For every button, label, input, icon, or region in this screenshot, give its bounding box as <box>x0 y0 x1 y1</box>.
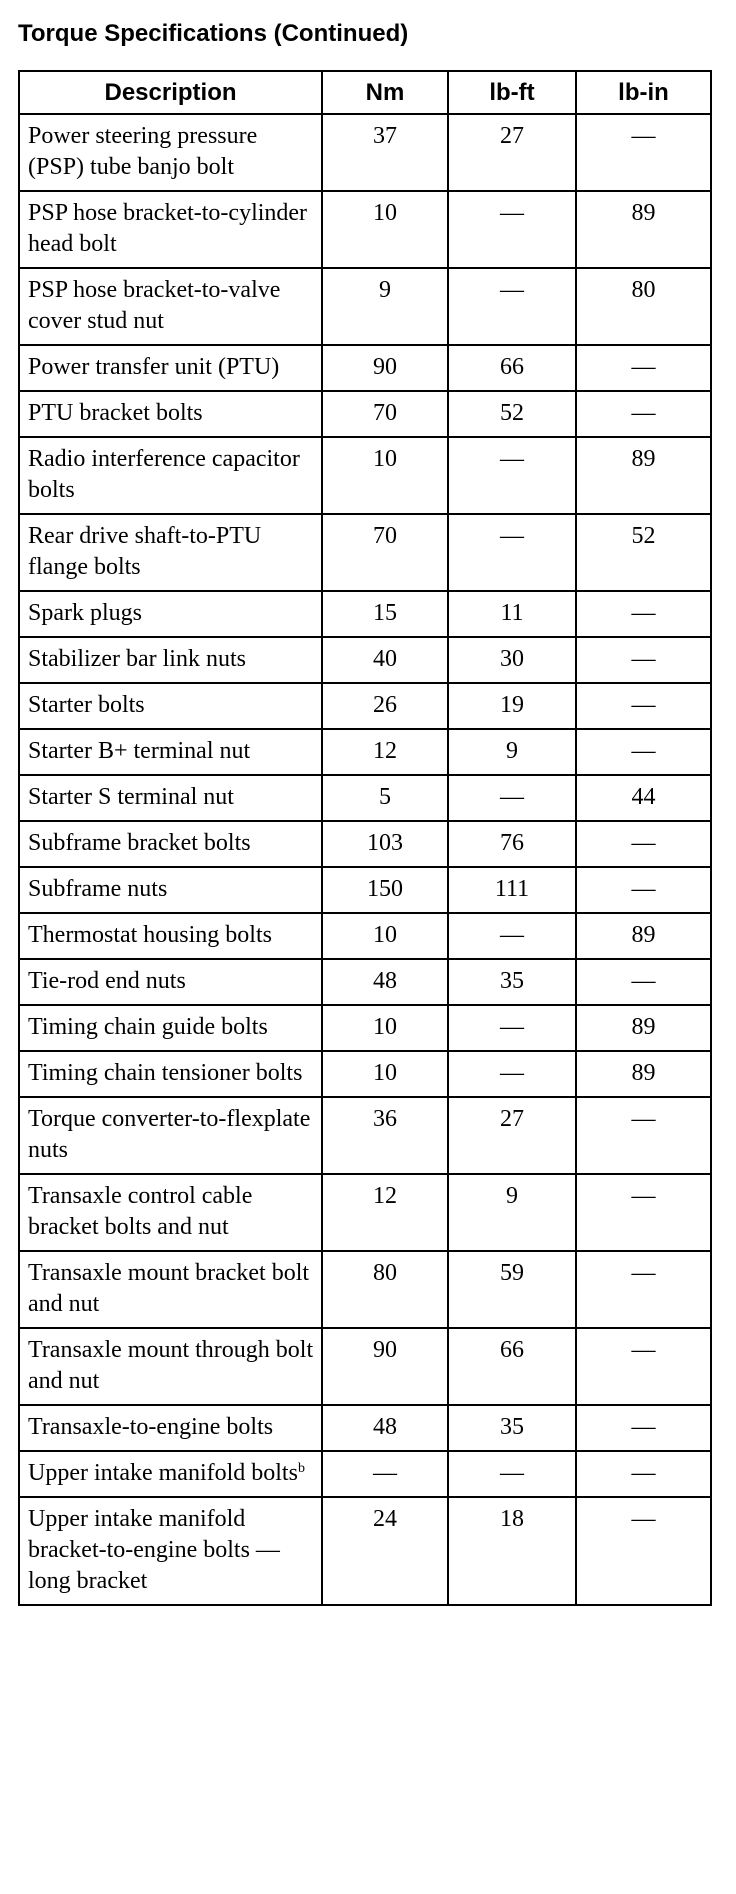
description-text: Starter bolts <box>28 692 145 718</box>
value-lbin: 80 <box>576 268 711 345</box>
value-lbin: — <box>576 867 711 913</box>
header-nm: Nm <box>322 71 448 114</box>
row-description <box>19 1174 322 1251</box>
table-row <box>19 1174 711 1251</box>
value-nm: 48 <box>322 1405 448 1451</box>
value-lbft: 18 <box>448 1497 576 1605</box>
value-nm: 12 <box>322 729 448 775</box>
row-description <box>19 1097 322 1174</box>
value-lbin: — <box>576 1497 711 1605</box>
value-nm: 40 <box>322 637 448 683</box>
value-nm: 37 <box>322 114 448 191</box>
value-lbin: 89 <box>576 913 711 959</box>
table-row <box>19 1097 711 1174</box>
row-description <box>19 1451 322 1497</box>
row-description <box>19 591 322 637</box>
description-text: Starter S terminal nut <box>28 784 234 810</box>
value-lbft: 76 <box>448 821 576 867</box>
value-nm: 12 <box>322 1174 448 1251</box>
description-text: Power transfer unit (PTU) <box>28 354 280 380</box>
description-text: Rear drive shaft-to-PTU flange bolts <box>28 523 262 580</box>
table-row <box>19 391 711 437</box>
row-description <box>19 1328 322 1405</box>
value-lbin: — <box>576 1251 711 1328</box>
table-row <box>19 1251 711 1328</box>
value-lbft: 27 <box>448 1097 576 1174</box>
row-description <box>19 1251 322 1328</box>
row-description <box>19 114 322 191</box>
value-nm: 5 <box>322 775 448 821</box>
value-lbft: — <box>448 514 576 591</box>
description-text: Subframe nuts <box>28 876 168 902</box>
value-lbft: 66 <box>448 345 576 391</box>
value-nm: 90 <box>322 1328 448 1405</box>
value-nm: 80 <box>322 1251 448 1328</box>
value-nm: 103 <box>322 821 448 867</box>
description-text: Transaxle mount through bolt and nut <box>28 1337 314 1394</box>
value-nm: 15 <box>322 591 448 637</box>
value-lbft: 52 <box>448 391 576 437</box>
table-body <box>19 114 711 1605</box>
table-row <box>19 1497 711 1605</box>
value-lbft: — <box>448 1051 576 1097</box>
value-nm: 10 <box>322 191 448 268</box>
value-lbin: — <box>576 683 711 729</box>
description-text: Subframe bracket bolts <box>28 830 251 856</box>
value-lbft: 19 <box>448 683 576 729</box>
header-lbft: lb-ft <box>448 71 576 114</box>
value-nm: 150 <box>322 867 448 913</box>
value-nm: 36 <box>322 1097 448 1174</box>
value-nm: 70 <box>322 391 448 437</box>
value-lbft: 59 <box>448 1251 576 1328</box>
page-title: Torque Specifications (Continued) <box>18 20 409 47</box>
table-row <box>19 345 711 391</box>
value-lbin: 89 <box>576 1051 711 1097</box>
value-lbin: 89 <box>576 437 711 514</box>
value-lbft: 35 <box>448 959 576 1005</box>
description-text: Upper intake manifold bolts <box>28 1460 298 1486</box>
table-row <box>19 729 711 775</box>
row-description <box>19 729 322 775</box>
value-lbin: — <box>576 1405 711 1451</box>
value-lbin: — <box>576 114 711 191</box>
table-row <box>19 514 711 591</box>
value-lbin: 44 <box>576 775 711 821</box>
table-row <box>19 637 711 683</box>
description-text: Tie-rod end nuts <box>28 968 186 994</box>
row-description <box>19 959 322 1005</box>
value-lbin: — <box>576 821 711 867</box>
description-text: Torque converter-to-flexplate nuts <box>28 1106 311 1163</box>
value-lbft: 66 <box>448 1328 576 1405</box>
value-lbft: 9 <box>448 1174 576 1251</box>
row-description <box>19 437 322 514</box>
value-lbft: — <box>448 913 576 959</box>
description-text: Transaxle control cable bracket bolts and nut <box>28 1183 253 1240</box>
description-text: Stabilizer bar link nuts <box>28 646 246 672</box>
table-row <box>19 1451 711 1497</box>
table-row <box>19 1005 711 1051</box>
value-lbin: — <box>576 637 711 683</box>
table-row <box>19 913 711 959</box>
description-text: Thermostat housing bolts <box>28 922 272 948</box>
row-description <box>19 1497 322 1605</box>
table-row <box>19 191 711 268</box>
value-lbft: — <box>448 775 576 821</box>
value-lbft: — <box>448 437 576 514</box>
row-description <box>19 391 322 437</box>
description-text: Timing chain tensioner bolts <box>28 1060 303 1086</box>
row-description <box>19 637 322 683</box>
description-text: Power steering pressure (PSP) tube banjo bolt <box>28 123 258 180</box>
value-lbin: — <box>576 1174 711 1251</box>
value-lbin: — <box>576 1451 711 1497</box>
description-text: PSP hose bracket-to-cylinder head bolt <box>28 200 308 257</box>
row-description <box>19 821 322 867</box>
description-text: Transaxle mount bracket bolt and nut <box>28 1260 310 1317</box>
value-nm: 9 <box>322 268 448 345</box>
description-text: PTU bracket bolts <box>28 400 203 426</box>
torque-spec-table <box>18 70 712 1606</box>
value-nm: 10 <box>322 913 448 959</box>
table-row <box>19 1051 711 1097</box>
table-row <box>19 775 711 821</box>
table-row <box>19 1328 711 1405</box>
row-description <box>19 1005 322 1051</box>
value-nm: 10 <box>322 437 448 514</box>
value-lbin: — <box>576 959 711 1005</box>
value-nm: — <box>322 1451 448 1497</box>
value-lbft: — <box>448 191 576 268</box>
value-nm: 26 <box>322 683 448 729</box>
value-nm: 90 <box>322 345 448 391</box>
table-row <box>19 821 711 867</box>
value-lbft: 111 <box>448 867 576 913</box>
value-nm: 70 <box>322 514 448 591</box>
table-row <box>19 114 711 191</box>
row-description <box>19 268 322 345</box>
row-description <box>19 683 322 729</box>
header-lbin: lb-in <box>576 71 711 114</box>
table-row <box>19 1405 711 1451</box>
description-text: Radio interference capacitor bolts <box>28 446 300 503</box>
header-description: Description <box>19 71 322 114</box>
value-nm: 24 <box>322 1497 448 1605</box>
row-description <box>19 345 322 391</box>
row-description <box>19 913 322 959</box>
value-nm: 10 <box>322 1005 448 1051</box>
value-lbft: 27 <box>448 114 576 191</box>
footnote-marker: b <box>297 1461 305 1476</box>
table-row <box>19 867 711 913</box>
value-lbft: 35 <box>448 1405 576 1451</box>
value-lbin: 52 <box>576 514 711 591</box>
table-row <box>19 683 711 729</box>
description-text: Timing chain guide bolts <box>28 1014 268 1040</box>
row-description <box>19 867 322 913</box>
value-lbin: — <box>576 345 711 391</box>
value-lbin: 89 <box>576 191 711 268</box>
value-lbft: 11 <box>448 591 576 637</box>
row-description <box>19 1051 322 1097</box>
table-header-row <box>19 71 711 114</box>
table-row <box>19 437 711 514</box>
value-lbin: — <box>576 1097 711 1174</box>
table-row <box>19 591 711 637</box>
value-lbin: — <box>576 591 711 637</box>
description-text: Transaxle-to-engine bolts <box>28 1414 274 1440</box>
value-lbft: — <box>448 268 576 345</box>
table-row <box>19 268 711 345</box>
row-description <box>19 775 322 821</box>
value-lbft: 30 <box>448 637 576 683</box>
value-nm: 10 <box>322 1051 448 1097</box>
description-text: Upper intake manifold bracket-to-engine bolts — long bracket <box>28 1506 280 1594</box>
value-lbin: — <box>576 391 711 437</box>
value-lbft: — <box>448 1451 576 1497</box>
description-text: PSP hose bracket-to-valve cover stud nut <box>28 277 281 334</box>
row-description <box>19 514 322 591</box>
row-description <box>19 1405 322 1451</box>
value-lbin: 89 <box>576 1005 711 1051</box>
value-lbft: — <box>448 1005 576 1051</box>
value-lbin: — <box>576 1328 711 1405</box>
description-text: Spark plugs <box>28 600 142 626</box>
value-lbft: 9 <box>448 729 576 775</box>
row-description <box>19 191 322 268</box>
value-nm: 48 <box>322 959 448 1005</box>
description-text: Starter B+ terminal nut <box>28 738 251 764</box>
table-row <box>19 959 711 1005</box>
value-lbin: — <box>576 729 711 775</box>
